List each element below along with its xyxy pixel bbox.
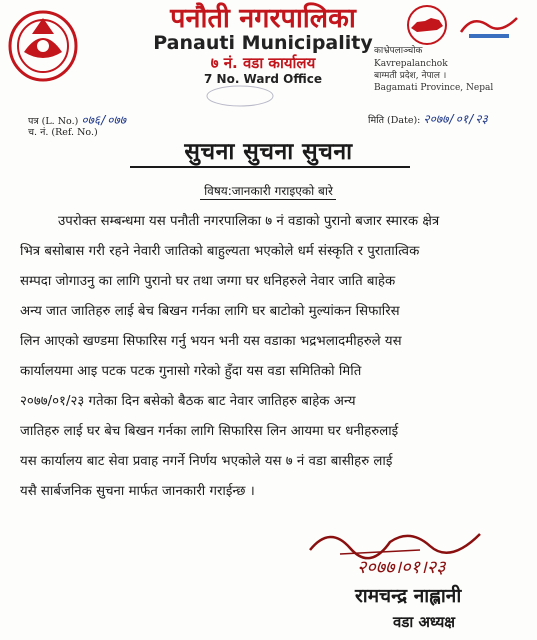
address-district-english: Kavrepalanchok — [374, 59, 448, 69]
body-line: लिन आएको खण्डमा सिफारिस गर्नु भयन भनी यस वडाका भद्रभलादमीहरुले यस — [20, 334, 402, 349]
date-row: मिति (Date): २०७७/०१/२३ — [368, 112, 488, 126]
notice-subject: विषय:जानकारी गराइएको बारे — [204, 184, 333, 198]
notice-title: सुचना सुचना सुचना — [184, 139, 353, 165]
reference-number-label: च. नं. (Ref. No.) — [28, 127, 98, 138]
body-line: यसै सार्बजनिक सुचना मार्फत जानकारी गराईन्छ । — [20, 484, 255, 499]
signature-date: २०७७।०१।२३ — [357, 557, 446, 578]
title-underline — [130, 166, 410, 168]
letter-number-label: पत्र (L. No.) — [28, 116, 79, 127]
body-line: उपरोक्त सम्बन्धमा यस पनौती नगरपालिका ७ नं वडाको पुरानो बजार स्मारक क्षेत्र — [58, 214, 440, 229]
body-line: २०७७/०१/२३ गतेका दिन बसेको बैठक बाट नेवार जातिहरु बाहेक अन्य — [20, 394, 356, 409]
ward-office-english: 7 No. Ward Office — [204, 72, 322, 86]
municipality-name-nepali: पनौती नगरपालिका — [170, 3, 356, 34]
address-province-nepali: बाग्मती प्रदेश, नेपाल । — [374, 71, 447, 81]
date-label: मिति (Date) — [368, 115, 418, 126]
body-line: यस कार्यालय बाट सेवा प्रवाह नगर्ने निर्णय भएकोले यस ७ नं वडा बासीहरु लाई — [20, 454, 393, 469]
tourism-brand-logo — [455, 8, 525, 44]
date-value: २०७७/०१/२३ — [423, 112, 488, 126]
address-province-english: Bagamati Province, Nepal — [374, 83, 494, 93]
municipality-emblem-icon — [6, 4, 80, 84]
body-line: अन्य जात जातिहरु लाई बेच बिखन गर्नका लागि घर बाटोको मुल्यांकन सिफारिस — [20, 304, 400, 319]
body-line: सम्पदा जोगाउनु का लागि पुरानो घर तथा जग्गा घर धनिहरुले नेवार जाति बाहेक — [20, 274, 396, 289]
body-line: कार्यालयमा आइ पटक पटक गुनासो गरेको हुँदा यस वडा समितिको मिति — [20, 364, 362, 379]
ward-office-nepali: ७ नं. वडा कार्यालय — [210, 54, 316, 72]
municipality-name-english: Panauti Municipality — [153, 32, 373, 54]
letter-number-row — [28, 114, 126, 128]
nepal-map-icon — [403, 4, 451, 46]
office-stamp-icon — [205, 84, 275, 108]
signatory-title: वडा अध्यक्ष — [393, 613, 456, 631]
body-line: जातिहरु लाई घर बेच बिखन गर्नका लागि सिफारिस लिन आयमा घर धनीहरुलाई — [20, 424, 399, 439]
address-district-nepali: काभ्रेपलाञ्चोक — [374, 46, 423, 56]
letter-number-value: ०७६/०७७ — [81, 113, 127, 127]
subject-underline — [200, 199, 336, 200]
signature-scribble-icon — [300, 520, 500, 560]
signatory-name: रामचन्द्र नाह्लानी — [355, 585, 462, 607]
body-line: भित्र बसोबास गरी रहने नेवारी जातिको बाहुल्यता भएकोले धर्म संस्कृति र पुरातात्विक — [20, 244, 420, 259]
